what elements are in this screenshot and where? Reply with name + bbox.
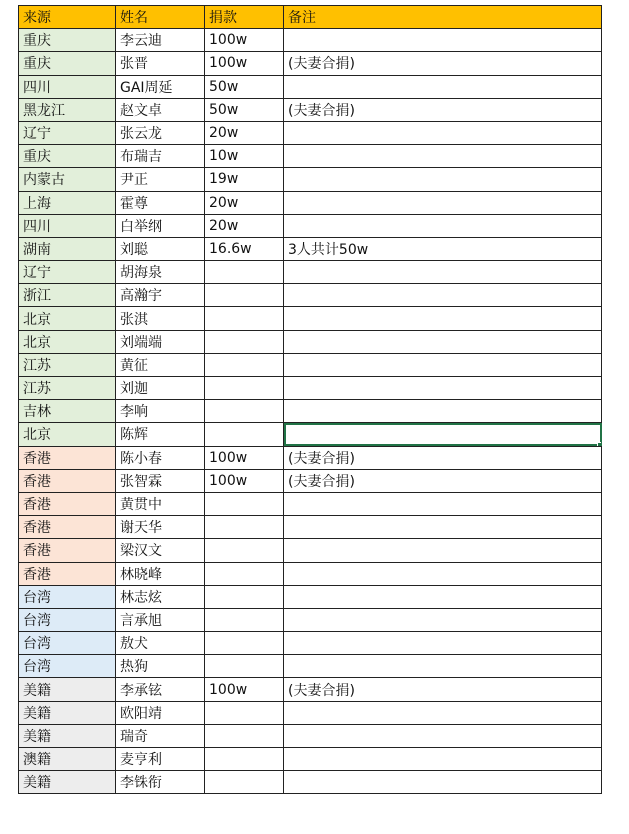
table-row bbox=[19, 400, 602, 423]
cell-origin[interactable]: 江苏 bbox=[19, 353, 116, 376]
cell-name[interactable]: 李承铉 bbox=[116, 678, 205, 701]
cell-amount[interactable]: 100w bbox=[205, 29, 284, 52]
cell-origin[interactable]: 吉林 bbox=[19, 400, 116, 423]
cell-note[interactable] bbox=[284, 145, 602, 168]
table-row bbox=[19, 724, 602, 747]
table-row bbox=[19, 52, 602, 75]
cell-amount[interactable] bbox=[205, 400, 284, 423]
cell-amount[interactable] bbox=[205, 562, 284, 585]
cell-amount[interactable] bbox=[205, 701, 284, 724]
header-cell-origin[interactable]: 来源 bbox=[19, 6, 116, 29]
header-cell-name[interactable]: 姓名 bbox=[116, 6, 205, 29]
cell-name[interactable]: 尹正 bbox=[116, 168, 205, 191]
cell-origin[interactable]: 重庆 bbox=[19, 29, 116, 52]
cell-name[interactable]: 麦亨利 bbox=[116, 748, 205, 771]
cell-amount[interactable] bbox=[205, 655, 284, 678]
cell-origin[interactable]: 香港 bbox=[19, 562, 116, 585]
cell-origin[interactable]: 香港 bbox=[19, 469, 116, 492]
header-row bbox=[19, 6, 602, 29]
table-row bbox=[19, 771, 602, 794]
cell-note[interactable] bbox=[284, 400, 602, 423]
cell-name[interactable]: 张晋 bbox=[116, 52, 205, 75]
cell-note[interactable]: 3人共计50w bbox=[284, 237, 602, 260]
cell-note[interactable] bbox=[284, 608, 602, 631]
cell-name[interactable]: 刘聪 bbox=[116, 237, 205, 260]
table-row bbox=[19, 632, 602, 655]
cell-amount[interactable]: 50w bbox=[205, 98, 284, 121]
cell-note[interactable] bbox=[284, 492, 602, 515]
cell-note[interactable]: (夫妻合捐) bbox=[284, 678, 602, 701]
cell-name[interactable]: 黄贯中 bbox=[116, 492, 205, 515]
cell-origin[interactable]: 四川 bbox=[19, 214, 116, 237]
cell-amount[interactable] bbox=[205, 608, 284, 631]
cell-amount[interactable]: 20w bbox=[205, 121, 284, 144]
cell-amount[interactable] bbox=[205, 585, 284, 608]
table-body bbox=[19, 29, 602, 794]
cell-origin[interactable]: 香港 bbox=[19, 516, 116, 539]
cell-note[interactable] bbox=[284, 539, 602, 562]
cell-origin[interactable]: 台湾 bbox=[19, 632, 116, 655]
cell-note[interactable] bbox=[284, 284, 602, 307]
cell-name[interactable]: 林志炫 bbox=[116, 585, 205, 608]
cell-origin[interactable]: 黑龙江 bbox=[19, 98, 116, 121]
cell-amount[interactable]: 100w bbox=[205, 446, 284, 469]
cell-origin[interactable]: 香港 bbox=[19, 446, 116, 469]
cell-name[interactable]: 赵文卓 bbox=[116, 98, 205, 121]
cell-name[interactable]: 刘端端 bbox=[116, 330, 205, 353]
cell-origin[interactable]: 内蒙古 bbox=[19, 168, 116, 191]
cell-name[interactable]: 张淇 bbox=[116, 307, 205, 330]
cell-amount[interactable] bbox=[205, 307, 284, 330]
cell-name[interactable]: 陈小春 bbox=[116, 446, 205, 469]
cell-amount[interactable] bbox=[205, 353, 284, 376]
cell-note[interactable]: (夫妻合捐) bbox=[284, 98, 602, 121]
cell-amount[interactable]: 100w bbox=[205, 469, 284, 492]
table-row bbox=[19, 701, 602, 724]
cell-name[interactable]: 梁汉文 bbox=[116, 539, 205, 562]
table-row bbox=[19, 516, 602, 539]
cell-note[interactable] bbox=[284, 724, 602, 747]
cell-note[interactable]: (夫妻合捐) bbox=[284, 52, 602, 75]
cell-note[interactable] bbox=[284, 377, 602, 400]
cell-amount[interactable] bbox=[205, 724, 284, 747]
table-row bbox=[19, 214, 602, 237]
cell-amount[interactable] bbox=[205, 284, 284, 307]
cell-origin[interactable]: 北京 bbox=[19, 307, 116, 330]
cell-note[interactable] bbox=[284, 307, 602, 330]
cell-note[interactable] bbox=[284, 632, 602, 655]
table-row bbox=[19, 261, 602, 284]
cell-amount[interactable]: 20w bbox=[205, 214, 284, 237]
cell-amount[interactable]: 10w bbox=[205, 145, 284, 168]
cell-amount[interactable]: 100w bbox=[205, 678, 284, 701]
cell-note[interactable] bbox=[284, 353, 602, 376]
donation-table bbox=[18, 5, 602, 794]
cell-amount[interactable]: 20w bbox=[205, 191, 284, 214]
cell-origin[interactable]: 辽宁 bbox=[19, 261, 116, 284]
table-row bbox=[19, 539, 602, 562]
cell-name[interactable]: 谢天华 bbox=[116, 516, 205, 539]
cell-name[interactable]: 白举纲 bbox=[116, 214, 205, 237]
table-row bbox=[19, 655, 602, 678]
cell-name[interactable]: 张云龙 bbox=[116, 121, 205, 144]
cell-origin[interactable]: 台湾 bbox=[19, 585, 116, 608]
cell-note[interactable] bbox=[284, 29, 602, 52]
cell-origin[interactable]: 北京 bbox=[19, 423, 116, 446]
cell-name[interactable]: 陈辉 bbox=[116, 423, 205, 446]
cell-amount[interactable] bbox=[205, 516, 284, 539]
cell-note[interactable] bbox=[284, 121, 602, 144]
cell-name[interactable]: 李铢衔 bbox=[116, 771, 205, 794]
table-row bbox=[19, 585, 602, 608]
cell-origin[interactable]: 美籍 bbox=[19, 678, 116, 701]
cell-origin[interactable]: 上海 bbox=[19, 191, 116, 214]
cell-note[interactable] bbox=[284, 585, 602, 608]
table-row bbox=[19, 469, 602, 492]
cell-name[interactable]: 热狗 bbox=[116, 655, 205, 678]
cell-amount[interactable] bbox=[205, 377, 284, 400]
cell-note[interactable]: (夫妻合捐) bbox=[284, 469, 602, 492]
cell-name[interactable]: 刘迦 bbox=[116, 377, 205, 400]
cell-note[interactable] bbox=[284, 655, 602, 678]
cell-amount[interactable] bbox=[205, 261, 284, 284]
table-row bbox=[19, 608, 602, 631]
cell-name[interactable]: 李响 bbox=[116, 400, 205, 423]
cell-amount[interactable]: 50w bbox=[205, 75, 284, 98]
cell-amount[interactable]: 19w bbox=[205, 168, 284, 191]
table-row bbox=[19, 284, 602, 307]
cell-note[interactable]: (夫妻合捐) bbox=[284, 446, 602, 469]
cell-name[interactable]: GAI周延 bbox=[116, 75, 205, 98]
table-row bbox=[19, 446, 602, 469]
cell-note[interactable] bbox=[284, 701, 602, 724]
table-row bbox=[19, 423, 602, 446]
table-row bbox=[19, 29, 602, 52]
table-row bbox=[19, 168, 602, 191]
cell-name[interactable]: 瑞奇 bbox=[116, 724, 205, 747]
cell-origin[interactable]: 美籍 bbox=[19, 724, 116, 747]
cell-name[interactable]: 李云迪 bbox=[116, 29, 205, 52]
cell-amount[interactable] bbox=[205, 539, 284, 562]
table-row bbox=[19, 330, 602, 353]
header-cell-note[interactable]: 备注 bbox=[284, 6, 602, 29]
table-row bbox=[19, 98, 602, 121]
cell-name[interactable]: 胡海泉 bbox=[116, 261, 205, 284]
cell-amount[interactable] bbox=[205, 771, 284, 794]
cell-note[interactable] bbox=[284, 168, 602, 191]
table-row bbox=[19, 75, 602, 98]
table-row bbox=[19, 353, 602, 376]
cell-amount[interactable] bbox=[205, 492, 284, 515]
cell-name[interactable]: 黄征 bbox=[116, 353, 205, 376]
cell-origin[interactable]: 美籍 bbox=[19, 771, 116, 794]
table-row bbox=[19, 492, 602, 515]
table-row bbox=[19, 145, 602, 168]
cell-name[interactable]: 敖犬 bbox=[116, 632, 205, 655]
table-row bbox=[19, 562, 602, 585]
header-cell-amount[interactable]: 捐款 bbox=[205, 6, 284, 29]
cell-origin[interactable]: 台湾 bbox=[19, 608, 116, 631]
cell-origin[interactable]: 浙江 bbox=[19, 284, 116, 307]
cell-amount[interactable] bbox=[205, 748, 284, 771]
table-row bbox=[19, 377, 602, 400]
cell-origin[interactable]: 四川 bbox=[19, 75, 116, 98]
cell-note[interactable] bbox=[284, 214, 602, 237]
cell-amount[interactable]: 16.6w bbox=[205, 237, 284, 260]
cell-origin[interactable]: 重庆 bbox=[19, 145, 116, 168]
table-row bbox=[19, 307, 602, 330]
cell-origin[interactable]: 北京 bbox=[19, 330, 116, 353]
cell-amount[interactable] bbox=[205, 330, 284, 353]
selected-cell[interactable] bbox=[284, 423, 602, 446]
cell-name[interactable]: 布瑞吉 bbox=[116, 145, 205, 168]
cell-origin[interactable]: 辽宁 bbox=[19, 121, 116, 144]
cell-name[interactable]: 林晓峰 bbox=[116, 562, 205, 585]
table-row bbox=[19, 237, 602, 260]
cell-origin[interactable]: 湖南 bbox=[19, 237, 116, 260]
cell-name[interactable]: 高瀚宇 bbox=[116, 284, 205, 307]
cell-note[interactable] bbox=[284, 330, 602, 353]
cell-origin[interactable]: 美籍 bbox=[19, 701, 116, 724]
cell-origin[interactable]: 香港 bbox=[19, 492, 116, 515]
cell-name[interactable]: 欧阳靖 bbox=[116, 701, 205, 724]
cell-origin[interactable]: 澳籍 bbox=[19, 748, 116, 771]
table-row bbox=[19, 121, 602, 144]
cell-note[interactable] bbox=[284, 771, 602, 794]
cell-amount[interactable] bbox=[205, 632, 284, 655]
cell-origin[interactable]: 台湾 bbox=[19, 655, 116, 678]
cell-amount[interactable] bbox=[205, 423, 284, 446]
cell-origin[interactable]: 江苏 bbox=[19, 377, 116, 400]
cell-note[interactable] bbox=[284, 75, 602, 98]
cell-note[interactable] bbox=[284, 261, 602, 284]
table-row bbox=[19, 678, 602, 701]
cell-name[interactable]: 言承旭 bbox=[116, 608, 205, 631]
cell-note[interactable] bbox=[284, 748, 602, 771]
cell-origin[interactable]: 重庆 bbox=[19, 52, 116, 75]
cell-amount[interactable]: 100w bbox=[205, 52, 284, 75]
table-row bbox=[19, 191, 602, 214]
cell-note[interactable] bbox=[284, 516, 602, 539]
cell-name[interactable]: 霍尊 bbox=[116, 191, 205, 214]
cell-note[interactable] bbox=[284, 562, 602, 585]
cell-note[interactable] bbox=[284, 191, 602, 214]
cell-origin[interactable]: 香港 bbox=[19, 539, 116, 562]
table-row bbox=[19, 748, 602, 771]
cell-name[interactable]: 张智霖 bbox=[116, 469, 205, 492]
